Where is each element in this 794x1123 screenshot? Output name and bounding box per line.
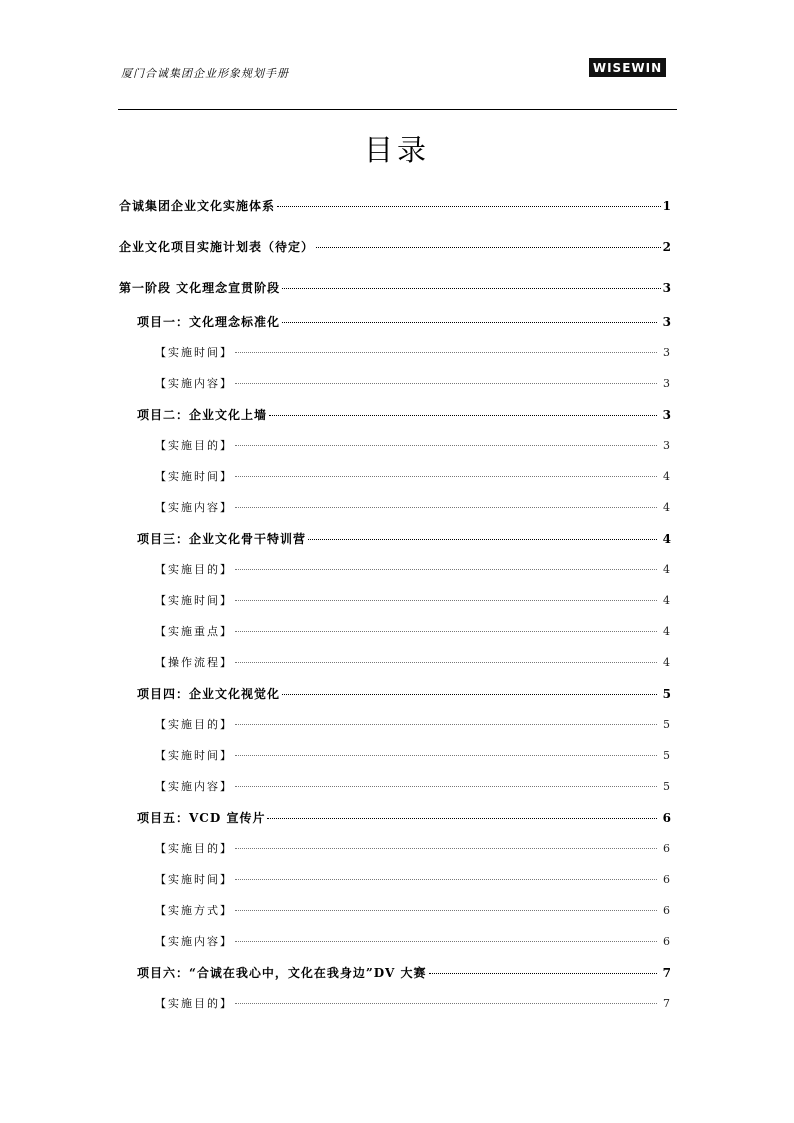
toc-page-number: 7 xyxy=(662,966,672,980)
toc-entry-label: 【实施内容】 xyxy=(155,935,233,948)
toc-page-number: 1 xyxy=(662,199,672,213)
toc-subentry[interactable] xyxy=(155,902,672,918)
toc-page-number: 6 xyxy=(663,904,672,917)
toc-entry[interactable] xyxy=(137,406,672,423)
dot-leader xyxy=(235,724,657,725)
toc-entry[interactable] xyxy=(137,685,672,702)
dot-leader xyxy=(235,755,657,756)
dot-leader xyxy=(277,206,661,207)
toc-entry-label: 项目三：企业文化骨干特训营 xyxy=(137,532,307,546)
toc-entry-label: 第一阶段 文化理念宣贯阶段 xyxy=(119,281,281,295)
dot-leader xyxy=(235,1003,657,1004)
toc-subentry[interactable] xyxy=(155,468,672,484)
toc-entry-label: 项目五：VCD 宣传片 xyxy=(137,811,266,825)
toc-entry-label: 【实施时间】 xyxy=(155,346,233,359)
dot-leader xyxy=(282,694,657,695)
toc-entry[interactable] xyxy=(137,964,672,981)
dot-leader xyxy=(235,476,657,477)
toc-entry[interactable] xyxy=(119,197,672,214)
toc-entry-label: 项目二：企业文化上墙 xyxy=(137,408,268,422)
toc-page-number: 4 xyxy=(662,532,672,546)
dot-leader xyxy=(235,848,657,849)
toc-page-number: 3 xyxy=(662,408,672,422)
toc-subentry[interactable] xyxy=(155,561,672,577)
dot-leader xyxy=(235,910,657,911)
header-divider xyxy=(118,109,677,110)
toc-entry-label: 【实施内容】 xyxy=(155,377,233,390)
toc-subentry[interactable] xyxy=(155,716,672,732)
toc-page-number: 4 xyxy=(663,656,672,669)
toc-page-number: 4 xyxy=(663,563,672,576)
toc-entry[interactable] xyxy=(119,279,672,296)
dot-leader xyxy=(235,352,657,353)
toc-subentry[interactable] xyxy=(155,375,672,391)
dot-leader xyxy=(269,415,657,416)
toc-subentry[interactable] xyxy=(155,933,672,949)
dot-leader xyxy=(282,322,657,323)
toc-subentry[interactable] xyxy=(155,499,672,515)
toc-subentry[interactable] xyxy=(155,437,672,453)
toc-page-number: 5 xyxy=(663,749,672,762)
toc-page-number: 4 xyxy=(663,470,672,483)
toc-page-number: 4 xyxy=(663,625,672,638)
toc-entry-label: 【操作流程】 xyxy=(155,656,233,669)
toc-entry-label: 【实施目的】 xyxy=(155,563,233,576)
toc-subentry[interactable] xyxy=(155,840,672,856)
dot-leader xyxy=(235,879,657,880)
toc-entry[interactable] xyxy=(137,809,672,826)
toc-page-number: 3 xyxy=(663,439,672,452)
dot-leader xyxy=(235,445,657,446)
toc-subentry[interactable] xyxy=(155,344,672,360)
dot-leader xyxy=(235,941,657,942)
toc-subentry[interactable] xyxy=(155,592,672,608)
toc-page-number: 2 xyxy=(662,240,672,254)
toc-entry-label: 项目六：“合诚在我心中，文化在我身边”DV 大赛 xyxy=(137,966,427,980)
toc-entry-label: 【实施重点】 xyxy=(155,625,233,638)
toc-page-number: 6 xyxy=(662,811,672,825)
dot-leader xyxy=(429,973,657,974)
toc-page-number: 5 xyxy=(662,687,672,701)
toc-subentry[interactable] xyxy=(155,871,672,887)
dot-leader xyxy=(235,507,657,508)
dot-leader xyxy=(235,383,657,384)
toc-page-number: 7 xyxy=(663,997,672,1010)
dot-leader xyxy=(235,600,657,601)
toc-page-number: 6 xyxy=(663,873,672,886)
toc-entry-label: 企业文化项目实施计划表（待定） xyxy=(119,240,315,254)
dot-leader xyxy=(235,786,657,787)
toc-subentry[interactable] xyxy=(155,778,672,794)
toc-page-number: 4 xyxy=(663,594,672,607)
toc-page-number: 6 xyxy=(663,935,672,948)
toc-page-number: 3 xyxy=(663,346,672,359)
toc-entry-label: 【实施目的】 xyxy=(155,842,233,855)
dot-leader xyxy=(267,818,656,819)
toc-subentry[interactable] xyxy=(155,623,672,639)
toc-title: 目录 xyxy=(363,133,430,167)
dot-leader xyxy=(308,539,657,540)
dot-leader xyxy=(282,288,660,289)
toc-entry-label: 【实施时间】 xyxy=(155,873,233,886)
toc-subentry[interactable] xyxy=(155,995,672,1011)
toc-entry-label: 【实施内容】 xyxy=(155,780,233,793)
toc-subentry[interactable] xyxy=(155,654,672,670)
dot-leader xyxy=(235,569,657,570)
toc-entry[interactable] xyxy=(119,238,672,255)
dot-leader xyxy=(316,247,661,248)
dot-leader xyxy=(235,631,657,632)
toc-entry-label: 项目四：企业文化视觉化 xyxy=(137,687,281,701)
toc-entry-label: 【实施时间】 xyxy=(155,470,233,483)
dot-leader xyxy=(235,662,657,663)
toc-subentry[interactable] xyxy=(155,747,672,763)
toc-entry-label: 【实施目的】 xyxy=(155,718,233,731)
toc-entry-label: 项目一：文化理念标准化 xyxy=(137,315,281,329)
toc-entry-label: 【实施方式】 xyxy=(155,904,233,917)
toc-page-number: 5 xyxy=(663,780,672,793)
toc-page-number: 6 xyxy=(663,842,672,855)
toc-entry-label: 合诚集团企业文化实施体系 xyxy=(119,199,276,213)
toc-page-number: 4 xyxy=(663,501,672,514)
toc-page-number: 5 xyxy=(663,718,672,731)
toc-entry-label: 【实施内容】 xyxy=(155,501,233,514)
toc-entry[interactable] xyxy=(137,313,672,330)
wisewin-logo: WISEWIN xyxy=(589,58,666,77)
toc-entry-label: 【实施目的】 xyxy=(155,997,233,1010)
toc-entry-label: 【实施时间】 xyxy=(155,594,233,607)
document-header-title: 厦门合诚集团企业形象规划手册 xyxy=(121,67,289,80)
toc-page-number: 3 xyxy=(662,315,672,329)
toc-entry-label: 【实施目的】 xyxy=(155,439,233,452)
toc-page-number: 3 xyxy=(662,281,672,295)
toc-entry[interactable] xyxy=(137,530,672,547)
toc-page-number: 3 xyxy=(663,377,672,390)
toc-entry-label: 【实施时间】 xyxy=(155,749,233,762)
